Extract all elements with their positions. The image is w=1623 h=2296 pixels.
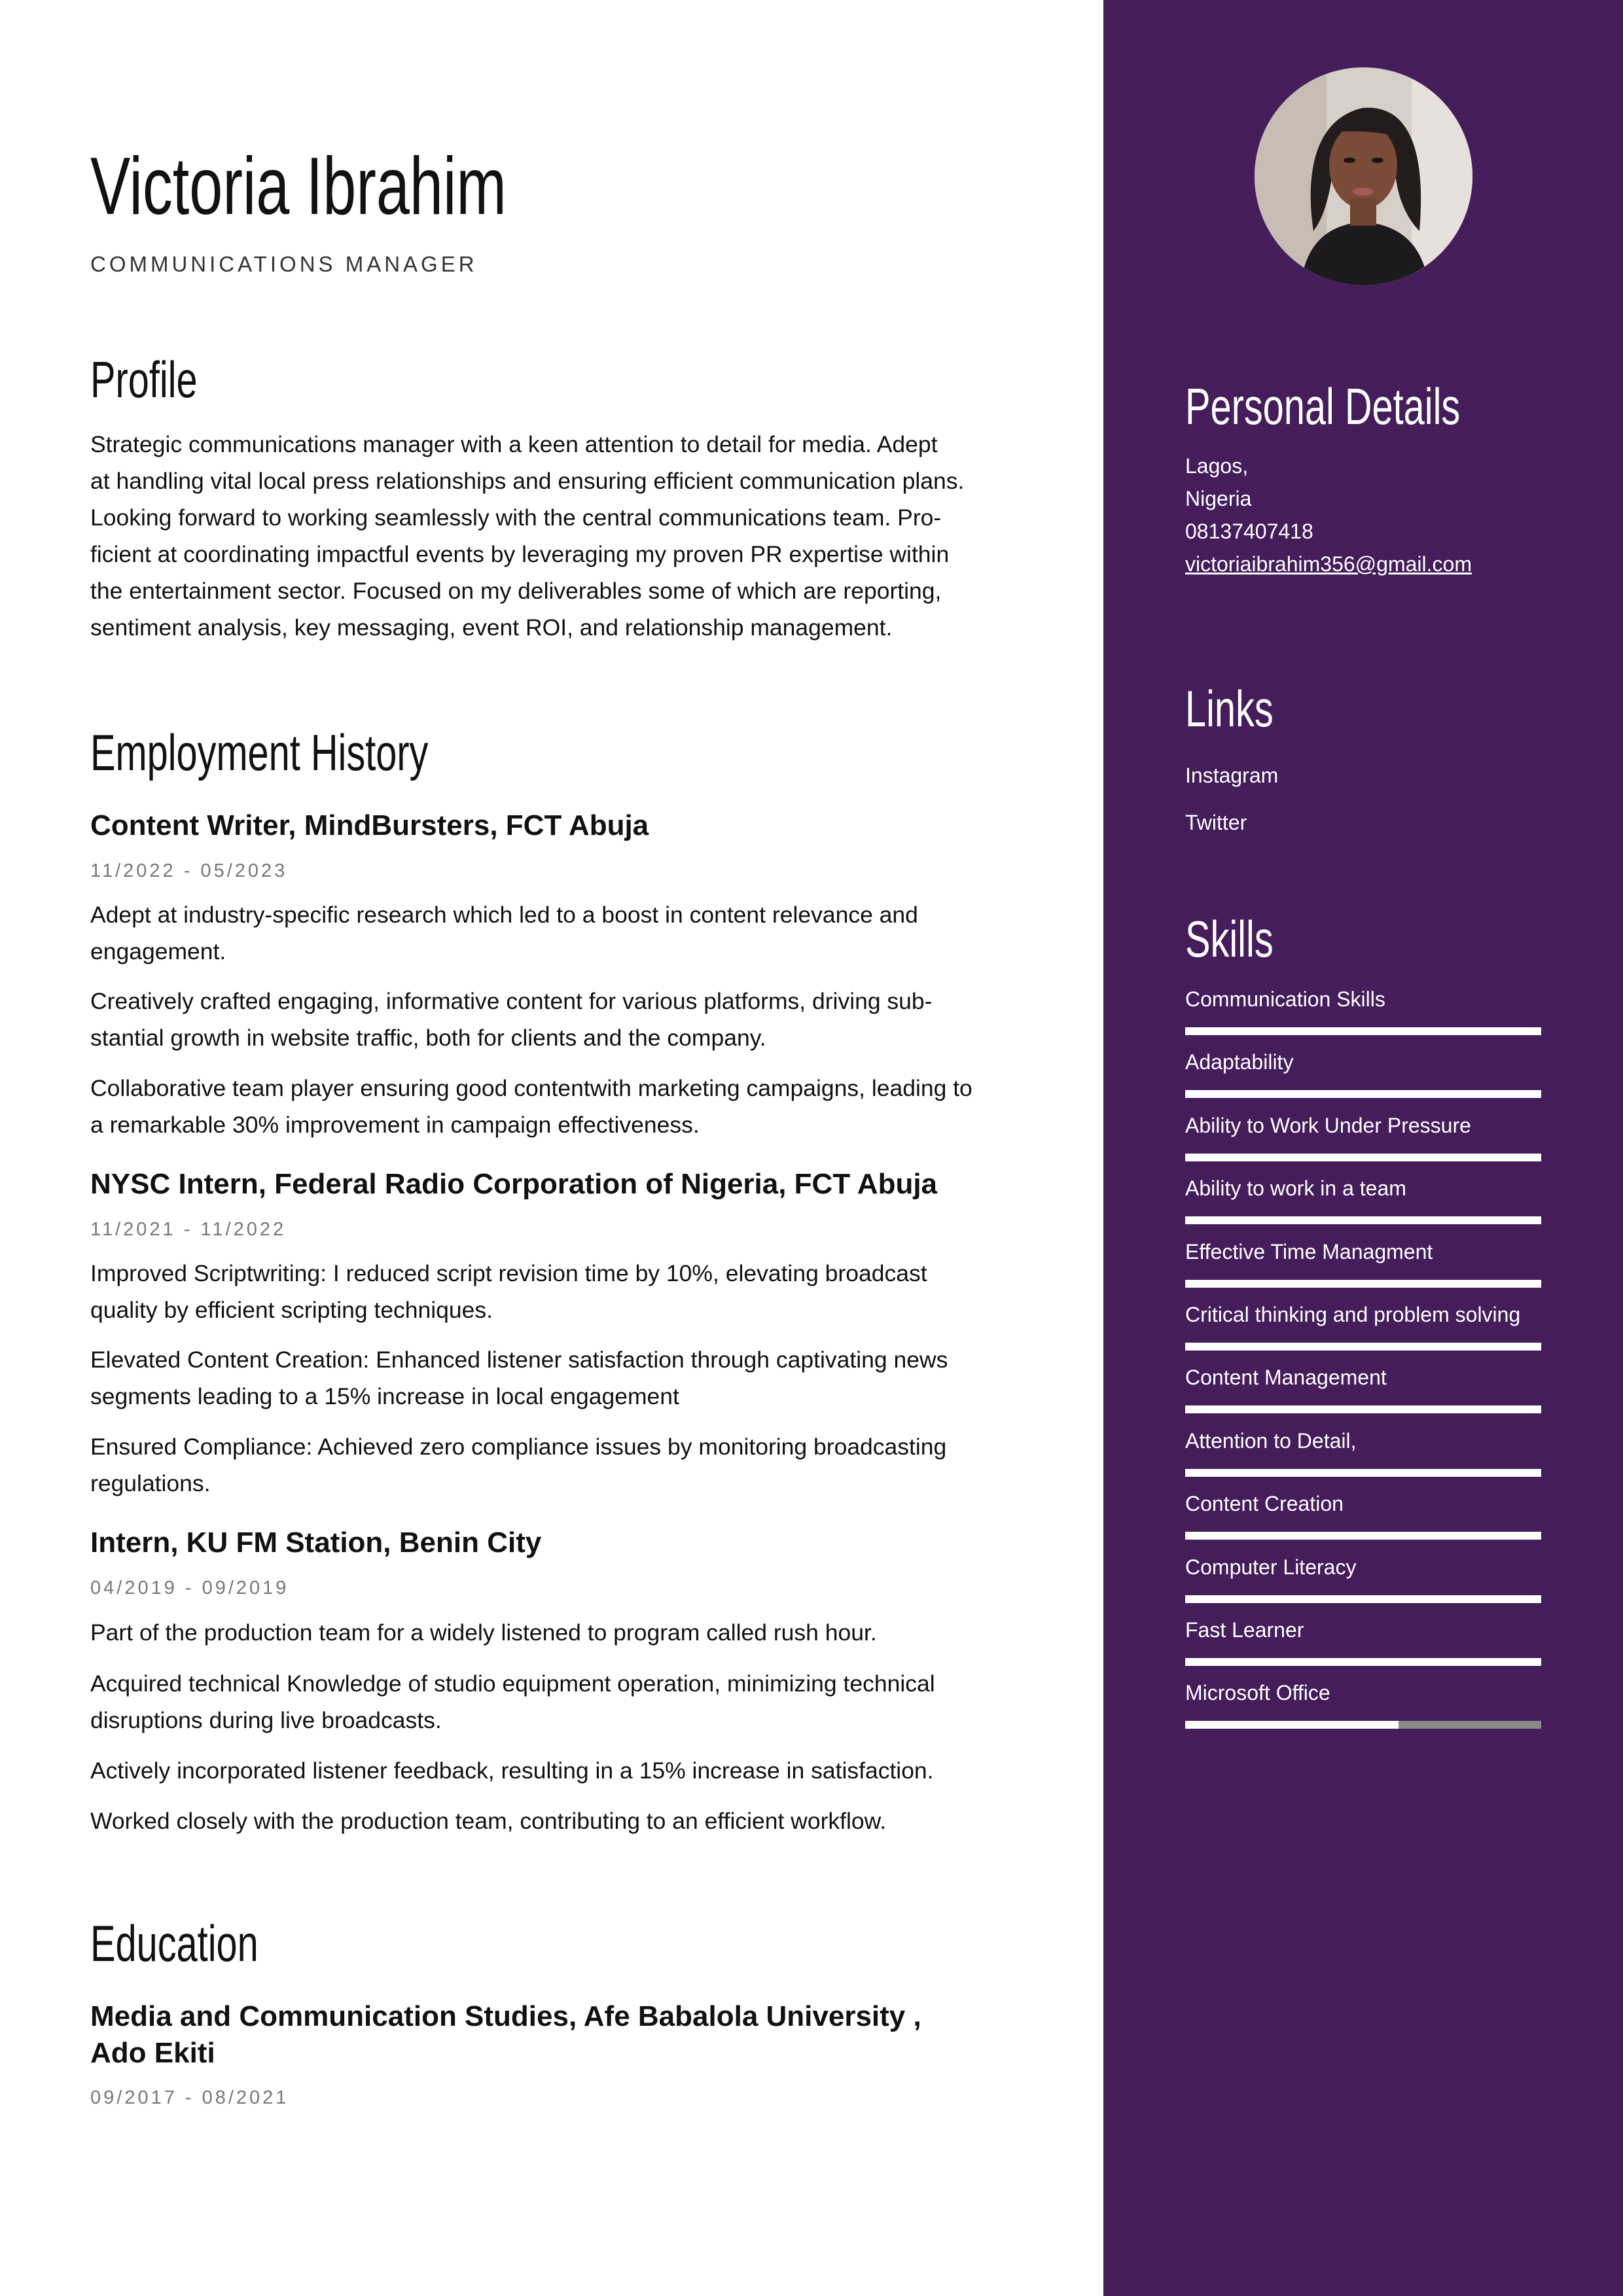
personal-details-heading: Personal Details [1185,378,1461,435]
skill-level-bar [1185,1027,1541,1035]
skill-level-bar [1185,1721,1541,1729]
job-title: COMMUNICATIONS MANAGER [90,252,478,276]
skill-label: Attention to Detail, [1185,1428,1357,1453]
skill-level-fill [1185,1595,1541,1603]
job-1-bullet-3: Collaborative team player ensuring good contentwith marketing campaigns, leading to a remarkable 30% improvement in campaign effectiveness. [90,1075,972,1138]
skill-level-bar [1185,1216,1541,1224]
address-country: Nigeria [1185,487,1252,510]
skill-label: Adaptability [1185,1050,1294,1074]
skill-label: Communication Skills [1185,987,1385,1011]
candidate-name: Victoria Ibrahim [90,141,507,232]
link-instagram[interactable]: Instagram [1185,764,1279,787]
job-title-1: Content Writer, MindBursters, FCT Abuja [90,809,649,841]
skill-level-fill [1185,1154,1541,1161]
education-title: Media and Communication Studies, Afe Babalola University , Ado Ekiti [90,2000,921,2069]
portrait-image [1255,67,1472,285]
sidebar [1103,0,1623,2296]
skill-label: Effective Time Managment [1185,1239,1433,1263]
skill-level-fill [1185,1216,1541,1224]
phone-number: 08137407418 [1185,520,1313,543]
education-dates: 09/2017 - 08/2021 [90,2087,289,2108]
skill-level-fill [1185,1658,1541,1666]
job-2-bullet-1: Improved Scriptwriting: I reduced script revision time by 10%, elevating broadcast quality by efficient scripting techniques. [90,1260,927,1323]
job-title-2: NYSC Intern, Federal Radio Corporation of Nigeria, FCT Abuja [90,1168,938,1200]
job-dates-2: 11/2021 - 11/2022 [90,1219,287,1240]
skill-level-fill [1185,1280,1541,1288]
job-dates-1: 11/2022 - 05/2023 [90,860,288,881]
skill-level-fill [1185,1532,1541,1540]
links-heading: Links [1185,680,1274,737]
skill-level-bar [1185,1405,1541,1413]
skill-level-fill [1185,1721,1399,1729]
skill-level-bar [1185,1595,1541,1603]
job-title-3: Intern, KU FM Station, Benin City [90,1527,542,1559]
skill-label: Content Creation [1185,1492,1344,1516]
skill-label: Content Management [1185,1366,1387,1390]
skill-level-fill [1185,1090,1541,1098]
skill-level-fill [1185,1405,1541,1413]
job-3-bullet-4: Worked closely with the production team, contributing to an efficient workflow. [90,1808,887,1834]
skill-label: Ability to work in a team [1185,1176,1406,1201]
employment-heading: Employment History [90,724,429,781]
job-1-bullet-2: Creatively crafted engaging, informative content for various platforms, driving sub- stantial growth in website traffic, both for clients and the company. [90,988,933,1051]
profile-photo [1255,67,1472,285]
profile-text: Strategic communications manager with a keen attention to detail for media. Adept at handling vital local press relationships and ensuring efficient communication plans. Looking forward to working seamlessly with the central communications team. Pro- ficient at coordinating impactful events by leveraging my proven PR expertise within the entertainment sector. Focused on my deliverables some of which are reporting, sentiment analysis, key messaging, event ROI, and relationship management. [90,431,965,641]
job-2-bullet-3: Ensured Compliance: Achieved zero compliance issues by monitoring broadcasting regulations. [90,1434,947,1496]
job-3-bullet-1: Part of the production team for a widely listened to program called rush hour. [90,1619,877,1646]
skill-level-fill [1185,1343,1541,1351]
skill-label: Microsoft Office [1185,1681,1330,1705]
skill-level-fill [1185,1469,1541,1477]
skill-label: Computer Literacy [1185,1555,1357,1579]
skill-label: Ability to Work Under Pressure [1185,1113,1471,1137]
address-city: Lagos, [1185,454,1249,478]
job-1-bullet-1: Adept at industry-specific research which led to a boost in content relevance and engagement. [90,902,918,964]
skill-level-bar [1185,1154,1541,1161]
skill-level-bar [1185,1658,1541,1666]
skill-level-bar [1185,1343,1541,1351]
skill-level-bar [1185,1469,1541,1477]
skills-heading: Skills [1185,910,1274,968]
job-2-bullet-2: Elevated Content Creation: Enhanced listener satisfaction through captivating news segments leading to a 15% increase in local engagement [90,1347,948,1409]
skill-label: Fast Learner [1185,1618,1304,1642]
skill-label: Critical thinking and problem solving [1185,1303,1521,1326]
job-3-bullet-3: Actively incorporated listener feedback, resulting in a 15% increase in satisfaction. [90,1757,934,1784]
skill-level-bar [1185,1090,1541,1098]
link-twitter[interactable]: Twitter [1185,811,1247,834]
skill-level-fill [1185,1027,1541,1035]
job-3-bullet-2: Acquired technical Knowledge of studio equipment operation, minimizing technical disruptions during live broadcasts. [90,1670,935,1733]
skill-level-bar [1185,1280,1541,1288]
skill-level-bar [1185,1532,1541,1540]
profile-heading: Profile [90,351,198,408]
job-dates-3: 04/2019 - 09/2019 [90,1578,289,1598]
email-link[interactable]: victoriaibrahim356@gmail.com [1185,552,1472,576]
education-heading: Education [90,1915,259,1972]
